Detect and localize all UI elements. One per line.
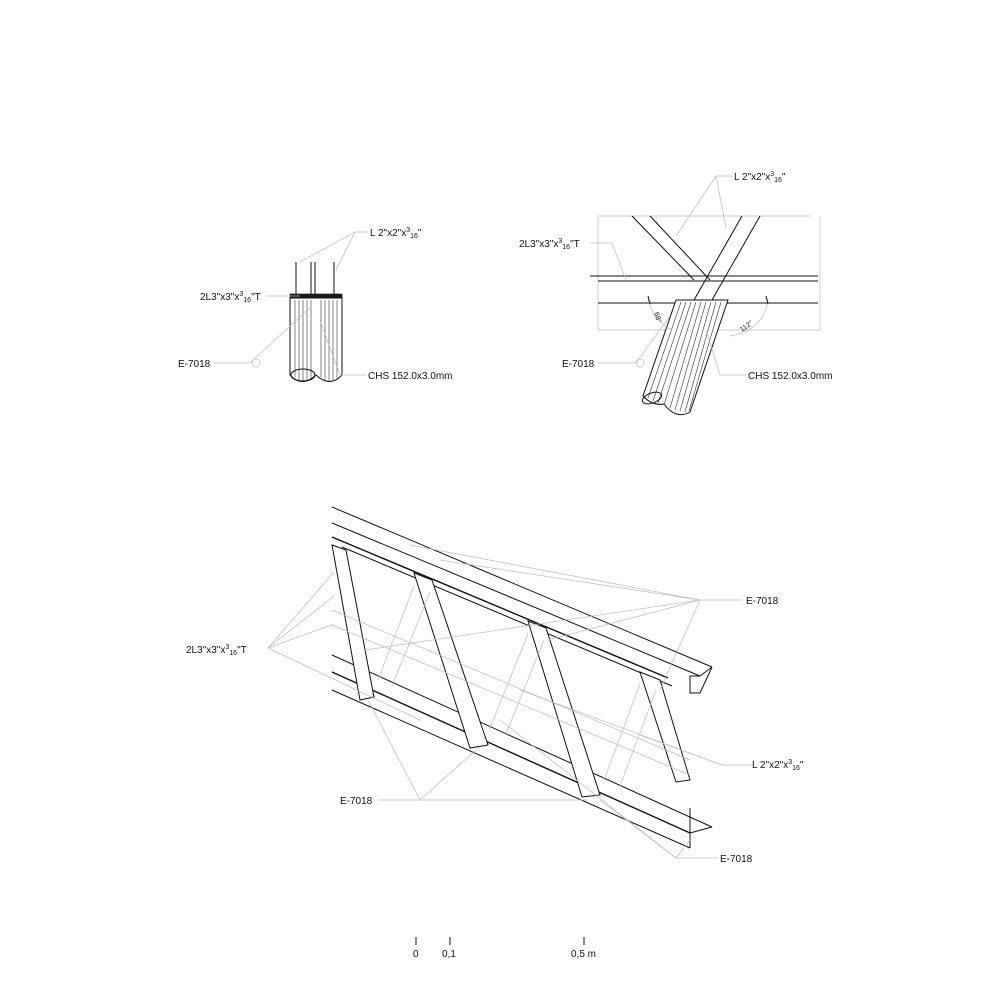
bottom-chord-edge-3 <box>332 690 690 848</box>
detail-column <box>178 227 452 382</box>
angle-label: L $2"x2"x^3_{16}$" <box>752 759 804 772</box>
angle-label: L $2"x2"x^3_{16}$" <box>734 171 786 184</box>
scale-bar <box>413 937 596 960</box>
weld-circle <box>636 359 644 367</box>
weld-label-bottom-left: E-7018 <box>340 796 373 807</box>
top-chord-edge-3 <box>332 537 668 678</box>
weld-label: E-7018 <box>178 359 211 370</box>
bottom-chord-end <box>690 808 712 833</box>
top-chord-edge-1 <box>332 507 712 667</box>
diag-right-a <box>694 216 742 300</box>
chs-tube <box>290 298 342 382</box>
leader-angle-b <box>716 176 726 228</box>
scale-label-0: 0 <box>413 949 419 960</box>
detail-inclined <box>519 171 832 415</box>
leader-angle-a <box>300 232 368 262</box>
diag-left-a <box>632 216 694 280</box>
leader-tee <box>590 243 626 280</box>
tee-label: $2L3"x3"x^3_{16}"T$ <box>186 644 247 657</box>
tube-label: CHS 152.0x3.0mm <box>748 371 833 382</box>
leader-angle-a <box>676 176 732 236</box>
isometric-truss <box>186 507 804 865</box>
diag-right-b <box>712 216 760 300</box>
angle-label: L $2"x2"x^3_{16}$" <box>370 227 422 240</box>
tee-label: $2L3"x3"x^3_{16}"T$ <box>200 291 261 304</box>
weld-label: E-7018 <box>562 359 595 370</box>
angle-68-label: 68° <box>652 311 663 324</box>
angle-112-label: 112° <box>739 319 755 334</box>
tube-label: CHS 152.0x3.0mm <box>368 371 453 382</box>
weld-circle <box>252 359 260 367</box>
arc-112 <box>730 300 768 336</box>
top-chord-end <box>690 667 712 693</box>
top-chord-edge-4 <box>342 547 672 686</box>
tee-label: $2L3"x3"x^3_{16}"T$ <box>519 238 580 251</box>
diag-left-b <box>650 216 710 280</box>
leader-angle-b <box>336 232 355 270</box>
weld-label-bottom-right: E-7018 <box>720 854 753 865</box>
weld-label-top-right: E-7018 <box>746 596 779 607</box>
scale-label-05: 0,5 m <box>571 949 597 960</box>
scale-label-01: 0,1 <box>442 949 456 960</box>
top-chord-edge-2 <box>332 523 700 676</box>
diagonals-back <box>332 586 690 786</box>
